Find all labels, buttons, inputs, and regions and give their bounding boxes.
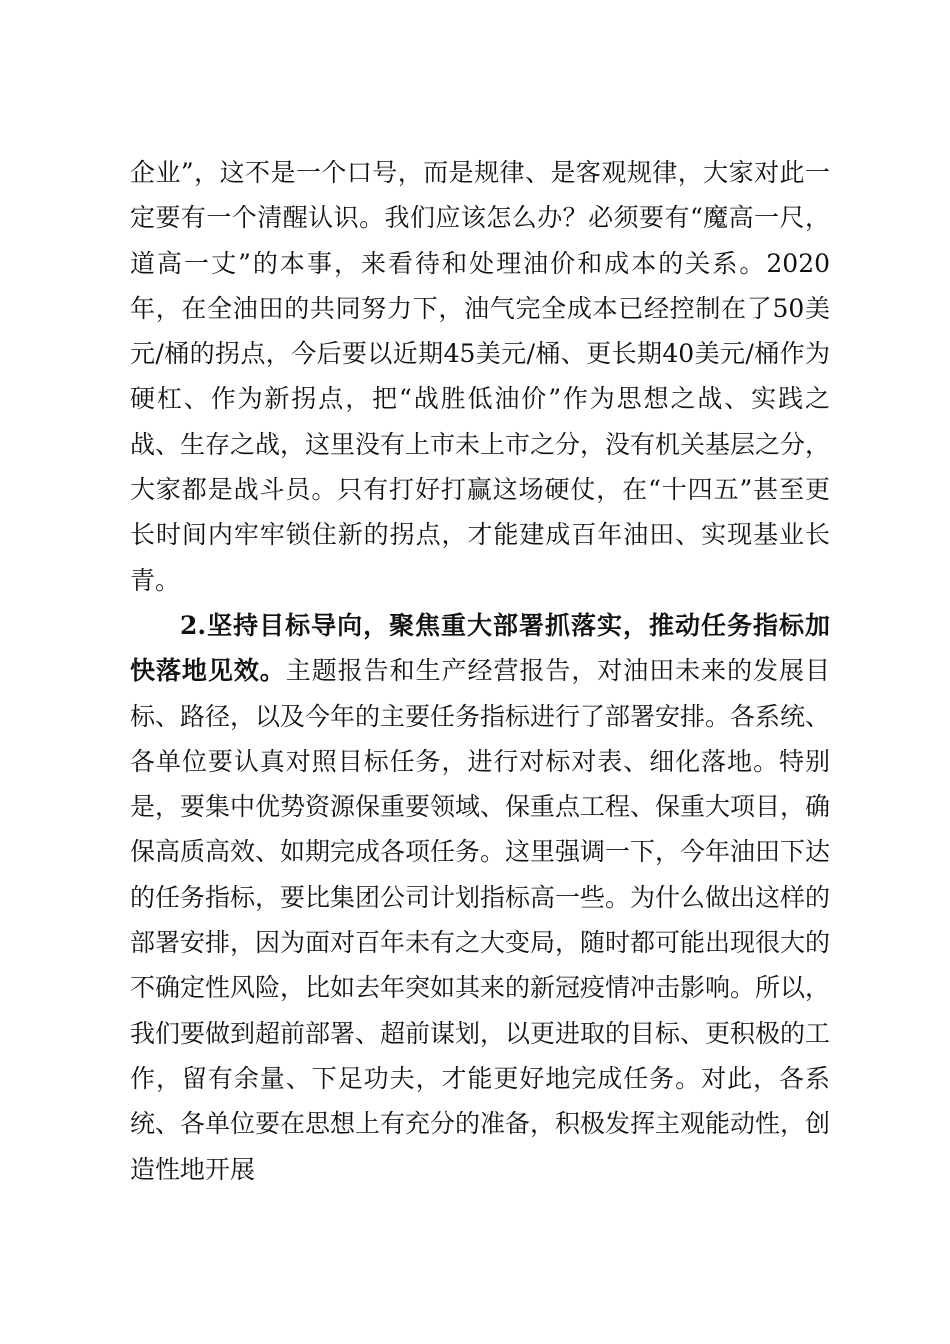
section-heading: 2.坚持目标导向，聚焦重大部署抓落实，推动任务指标加快落地见效。 bbox=[130, 610, 830, 686]
paragraph-section-2 bbox=[130, 603, 830, 1192]
document-body bbox=[130, 150, 830, 1192]
paragraph-text: 主题报告和生产经营报告，对油田未来的发展目标、路径，以及今年的主要任务指标进行了部署安排。各系统、各单位要认真对照目标任务，进行对标对表、细化落地。特别是，要集中优势资源保重要领域、保重点工程、保重大项目，确保高质高效、如期完成各项任务。这里强调一下，今年油田下达的任务指标，要比集团公司计划指标高一些。为什么做出这样的部署安排，因为面对百年未有之大变局，随时都可能出现很大的不确定性风险，比如去年突如其来的新冠疫情冲击影响。所以，我们要做到超前部署、超前谋划，以更进取的目标、更积极的工作，留有余量、下足功夫，才能更好地完成任务。对此，各系统、各单位要在思想上有充分的准备，积极发挥主观能动性，创造性地开展 bbox=[130, 656, 831, 1184]
paragraph-text: 企业”，这不是一个口号，而是规律、是客观规律，大家对此一定要有一个清醒认识。我们应该怎么办？必须要有“魔高一尺，道高一丈”的本事，来看待和处理油价和成本的关系。2020年，在全油田的共同努力下，油气完全成本已经控制在了50美元/桶的拐点，今后要以近期45美元/桶、更长期40美元/桶作为硬杠、作为新拐点，把“战胜低油价”作为思想之战、实践之战、生存之战，这里没有上市未上市之分，没有机关基层之分，大家都是战斗员。只有打好打赢这场硬仗，在“十四五”甚至更长时间内牢牢锁住新的拐点，才能建成百年油田、实现基业长青。 bbox=[130, 158, 831, 595]
paragraph-continued bbox=[130, 150, 830, 603]
